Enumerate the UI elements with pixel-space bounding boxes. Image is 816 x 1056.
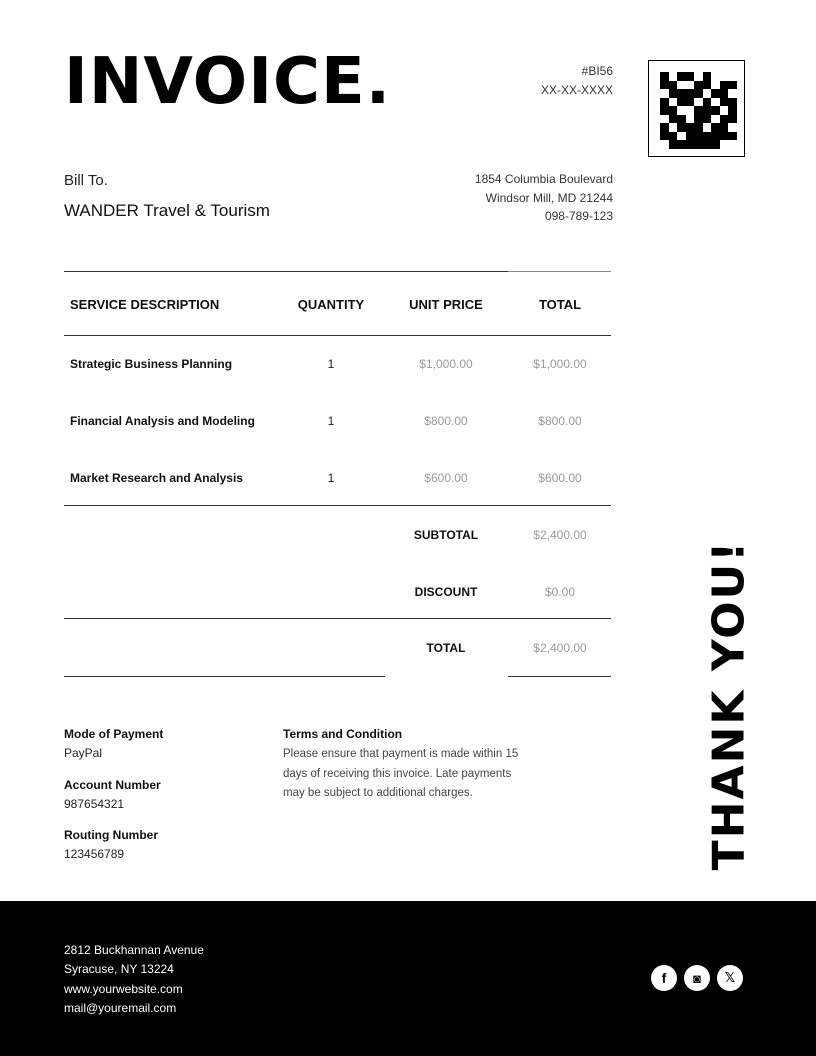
discount-value: $0.00 [544, 585, 576, 599]
address-line-2: Windsor Mill, MD 21244 [485, 190, 613, 205]
thank-you-text: THANK YOU! [703, 539, 755, 871]
table-top-rule [64, 271, 508, 272]
routing-number-label: Routing Number [64, 828, 158, 842]
footer-contact [64, 941, 204, 1018]
footer [0, 901, 816, 1056]
address-line-1: 1854 Columbia Boulevard [474, 172, 613, 186]
footer-address-line-1: 2812 Buckhannan Avenue [64, 943, 204, 957]
bill-to-label: Bill To. [64, 172, 108, 189]
table-top-rule-total [508, 271, 611, 272]
footer-website: www.yourwebsite.com [64, 981, 183, 996]
total-value: $2,400.00 [533, 641, 587, 655]
routing-number-value: 123456789 [64, 847, 125, 861]
row-description: Strategic Business Planning [70, 357, 233, 371]
row-unit-price: $800.00 [424, 414, 468, 428]
row-quantity: 1 [327, 414, 335, 428]
summary-rule [64, 618, 611, 619]
payment-mode-value: PayPal [64, 746, 103, 760]
invoice-number: #BI56 [581, 64, 613, 78]
row-unit-price: $600.00 [424, 471, 468, 485]
row-total: $600.00 [538, 471, 582, 485]
invoice-meta [541, 62, 613, 100]
account-number-label: Account Number [64, 778, 161, 792]
subtotal-value: $2,400.00 [533, 528, 587, 542]
qr-code [648, 60, 745, 157]
row-quantity: 1 [327, 471, 335, 485]
row-description: Financial Analysis and Modeling [70, 414, 255, 428]
col-header-quantity: QUANTITY [297, 297, 365, 312]
subtotal-label: SUBTOTAL [413, 528, 479, 542]
footer-email: mail@youremail.com [64, 1000, 177, 1015]
col-header-unit-price: UNIT PRICE [409, 297, 483, 312]
terms-body: Please ensure that payment is made within 15 days of receiving this invoice. Late payments may be subject to additional charges. [283, 748, 519, 799]
invoice-title: INVOICE. [64, 45, 391, 119]
payment-mode-label: Mode of Payment [64, 727, 164, 741]
terms-title: Terms and Condition [283, 727, 403, 741]
col-header-total: TOTAL [538, 297, 582, 312]
account-number-value: 987654321 [64, 797, 125, 811]
facebook-icon[interactable]: f [651, 965, 677, 991]
row-total: $800.00 [538, 414, 582, 428]
instagram-icon[interactable]: ◙ [684, 965, 710, 991]
table-bottom-rule-left [64, 676, 385, 677]
row-description: Market Research and Analysis [70, 471, 243, 485]
footer-address-line-2: Syracuse, NY 13224 [64, 962, 174, 977]
client-address [475, 170, 613, 226]
table-bottom-rule-right [508, 676, 611, 677]
client-phone: 098-789-123 [544, 209, 613, 223]
row-quantity: 1 [327, 357, 335, 371]
header-bottom-rule [64, 335, 611, 336]
row-unit-price: $1,000.00 [419, 357, 473, 371]
row-total: $1,000.00 [533, 357, 587, 371]
discount-label: DISCOUNT [414, 585, 478, 599]
col-header-description: SERVICE DESCRIPTION [70, 297, 220, 312]
items-bottom-rule [64, 505, 611, 506]
invoice-date: XX-XX-XXXX [540, 83, 613, 97]
total-label: TOTAL [426, 641, 466, 655]
client-name: WANDER Travel & Tourism [64, 201, 270, 220]
x-twitter-icon[interactable]: 𝕏 [717, 965, 743, 991]
